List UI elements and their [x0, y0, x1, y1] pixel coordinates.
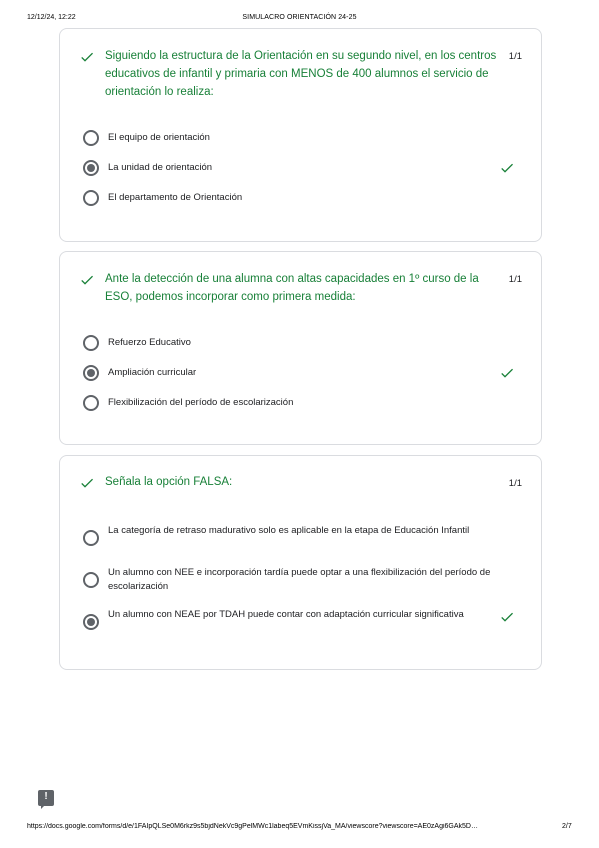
option-label: Refuerzo Educativo: [108, 337, 191, 348]
print-header: [0, 14, 599, 26]
print-url: https://docs.google.com/forms/d/e/1FAIpQLSe0M6rkz9s5bjdNekVc9gPelMWc1labeq5EVmKissjVa_MA/viewscore?viewscore=AE0zAgi6GAk5D…: [27, 823, 478, 830]
question-card: [59, 251, 542, 445]
report-problem-icon[interactable]: [38, 790, 54, 806]
check-icon: [79, 475, 95, 491]
answer-option[interactable]: [83, 335, 523, 351]
question-score: 1/1: [508, 51, 522, 62]
option-label: La unidad de orientación: [108, 162, 213, 173]
answer-option[interactable]: [83, 607, 523, 637]
option-label: Flexibilización del período de escolarización: [108, 397, 294, 408]
radio-button[interactable]: [83, 395, 99, 411]
radio-button-selected[interactable]: [83, 365, 99, 381]
print-title: SIMULACRO ORIENTACIÓN 24-25: [242, 14, 357, 21]
radio-button[interactable]: [83, 130, 99, 146]
option-label: Ampliación curricular: [108, 367, 197, 378]
option-label: Un alumno con NEE e incorporación tardía puede optar a una flexibilización del período de escolarización: [108, 567, 491, 592]
check-icon: [499, 609, 515, 625]
answer-option[interactable]: [83, 160, 523, 176]
check-icon: [79, 272, 95, 288]
answer-option[interactable]: [83, 395, 523, 411]
option-label: El departamento de Orientación: [108, 192, 243, 203]
radio-button[interactable]: [83, 530, 99, 546]
option-label: La categoría de retraso madurativo solo es aplicable en la etapa de Educación Infantil: [108, 525, 470, 536]
option-label: El equipo de orientación: [108, 132, 210, 143]
print-datetime: 12/12/24, 12:22: [27, 14, 76, 21]
question-text: Señala la opción FALSA:: [105, 476, 233, 488]
question-text: Ante la detección de una alumna con altas capacidades en 1º curso de la ESO, podemos incorporar como primera medida:: [105, 273, 479, 303]
option-label: Un alumno con NEAE por TDAH puede contar con adaptación curricular significativa: [108, 609, 464, 620]
question-text: Siguiendo la estructura de la Orientación en su segundo nivel, en los centros educativos de infantil y primaria con MENOS de 400 alumnos el servicio de orientación lo realiza:: [105, 50, 497, 98]
question-score: 1/1: [508, 274, 522, 285]
radio-button-selected[interactable]: [83, 160, 99, 176]
answer-option[interactable]: [83, 190, 523, 206]
check-icon: [79, 49, 95, 65]
check-icon: [499, 160, 515, 176]
question-score: 1/1: [508, 478, 522, 489]
answer-option[interactable]: [83, 130, 523, 146]
radio-button[interactable]: [83, 572, 99, 588]
radio-button[interactable]: [83, 335, 99, 351]
radio-button-selected[interactable]: [83, 614, 99, 630]
check-icon: [499, 365, 515, 381]
print-footer: [0, 823, 599, 835]
question-card: [59, 455, 542, 670]
answer-option[interactable]: [83, 565, 523, 595]
answer-option[interactable]: [83, 523, 523, 553]
answer-option[interactable]: [83, 365, 523, 381]
question-card: [59, 28, 542, 242]
radio-button[interactable]: [83, 190, 99, 206]
page-number: 2/7: [562, 823, 572, 830]
